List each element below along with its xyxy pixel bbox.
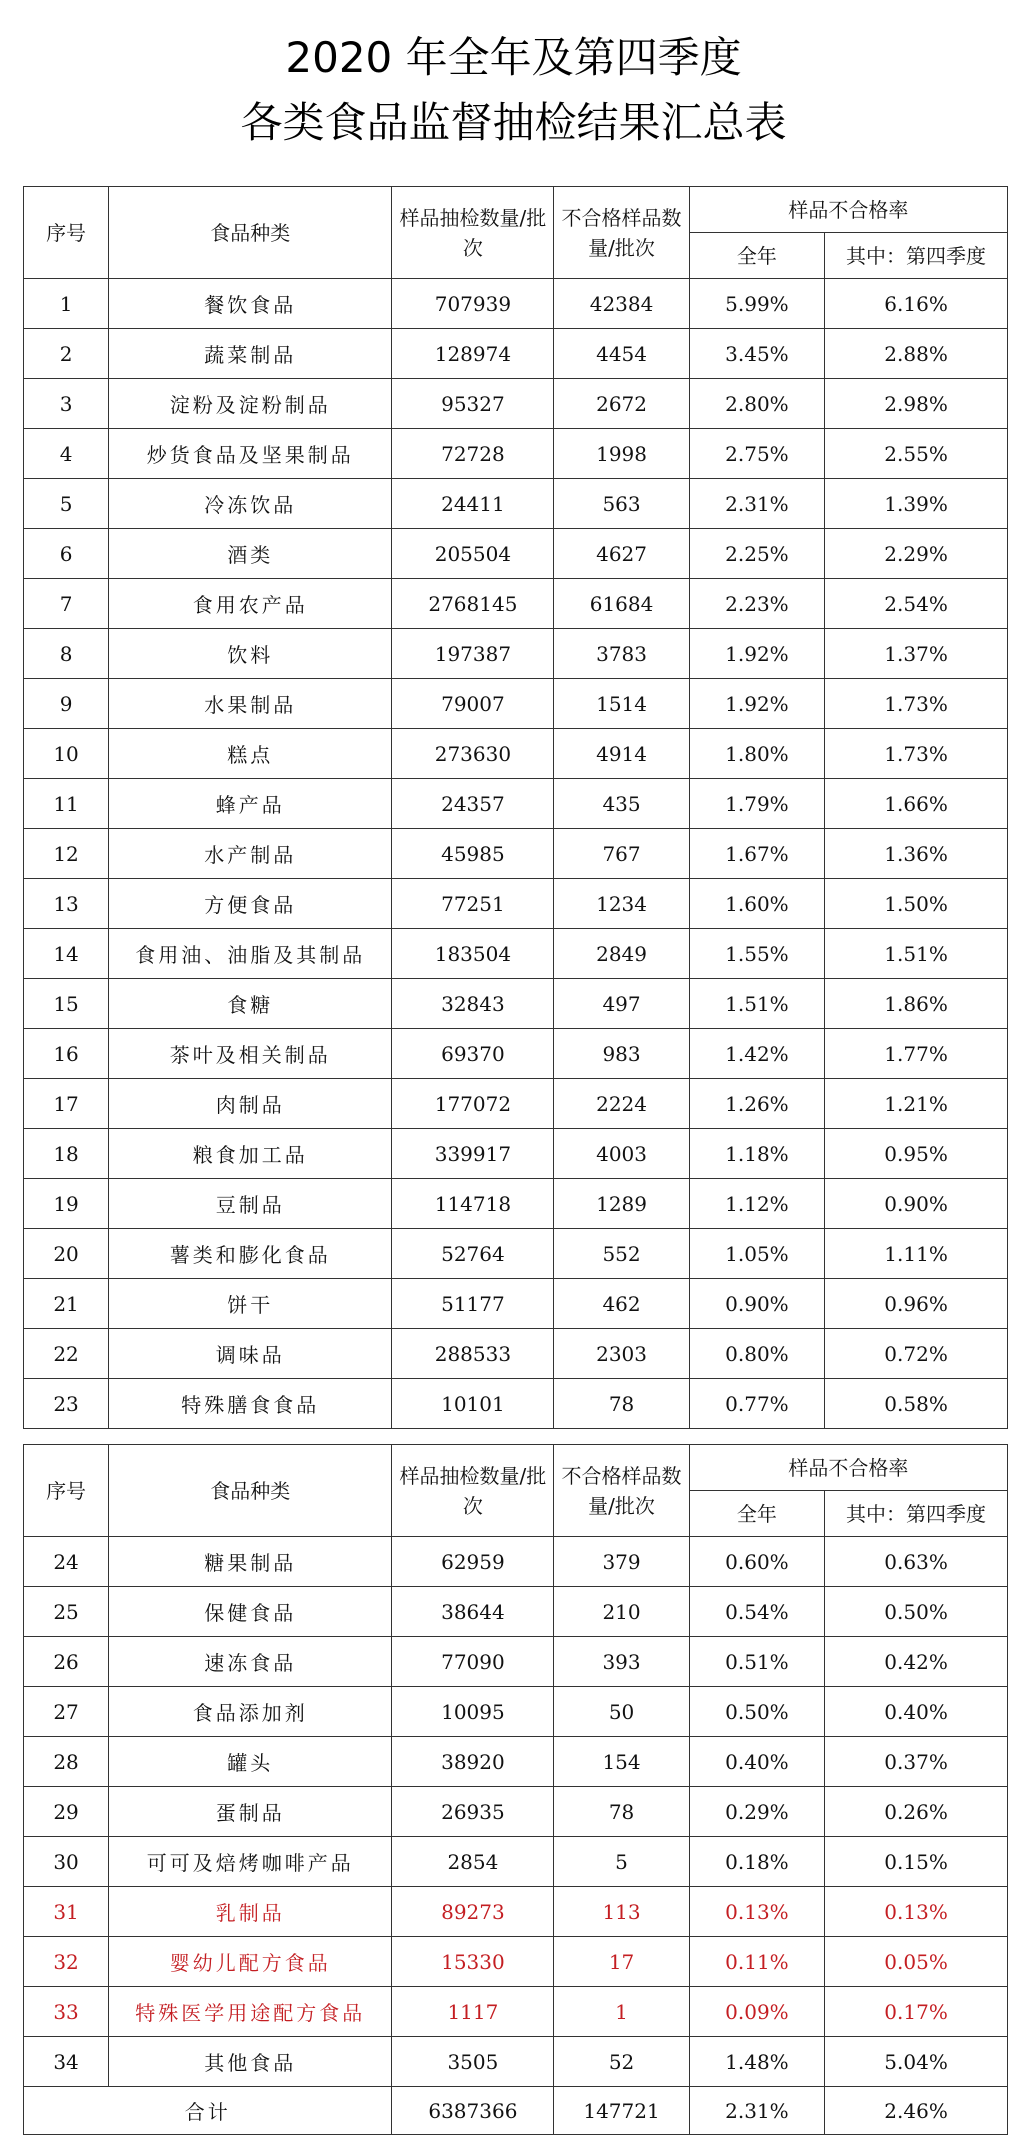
row-unqualified: 4003 — [554, 1129, 689, 1179]
row-rate-year: 1.26% — [689, 1079, 824, 1129]
row-rate-year: 0.51% — [689, 1637, 824, 1687]
row-unqualified: 50 — [554, 1687, 689, 1737]
row-unqualified: 1998 — [554, 429, 689, 479]
row-index: 9 — [24, 679, 109, 729]
header-unqualified: 不合格样品数量/批次 — [554, 187, 689, 279]
row-category: 保健食品 — [109, 1587, 392, 1637]
header-sampled: 样品抽检数量/批次 — [392, 1445, 554, 1537]
results-table-part-1 — [23, 186, 1008, 1429]
row-rate-year: 0.13% — [689, 1887, 824, 1937]
row-sampled: 10095 — [392, 1687, 554, 1737]
table-body-2 — [24, 1537, 1008, 2087]
table-row — [24, 1179, 1008, 1229]
table-row — [24, 679, 1008, 729]
row-unqualified: 78 — [554, 1787, 689, 1837]
row-rate-year: 1.12% — [689, 1179, 824, 1229]
table-row — [24, 929, 1008, 979]
row-index: 22 — [24, 1329, 109, 1379]
row-rate-q4: 2.54% — [825, 579, 1008, 629]
row-rate-year: 0.29% — [689, 1787, 824, 1837]
row-index: 33 — [24, 1987, 109, 2037]
row-index: 29 — [24, 1787, 109, 1837]
row-rate-q4: 2.88% — [825, 329, 1008, 379]
row-category: 餐饮食品 — [109, 279, 392, 329]
row-rate-q4: 1.11% — [825, 1229, 1008, 1279]
row-unqualified: 17 — [554, 1937, 689, 1987]
row-unqualified: 4454 — [554, 329, 689, 379]
row-unqualified: 4627 — [554, 529, 689, 579]
row-rate-q4: 0.63% — [825, 1537, 1008, 1587]
total-unqualified: 147721 — [554, 2087, 689, 2135]
row-sampled: 177072 — [392, 1079, 554, 1129]
row-rate-q4: 1.21% — [825, 1079, 1008, 1129]
row-rate-year: 1.60% — [689, 879, 824, 929]
row-unqualified: 1 — [554, 1987, 689, 2037]
row-rate-q4: 2.55% — [825, 429, 1008, 479]
row-category: 罐头 — [109, 1737, 392, 1787]
row-category: 炒货食品及坚果制品 — [109, 429, 392, 479]
row-unqualified: 61684 — [554, 579, 689, 629]
table-body-1 — [24, 279, 1008, 1429]
row-index: 12 — [24, 829, 109, 879]
row-rate-year: 1.92% — [689, 629, 824, 679]
total-rate-q4: 2.46% — [825, 2087, 1008, 2135]
row-index: 23 — [24, 1379, 109, 1429]
table-row — [24, 1079, 1008, 1129]
row-rate-year: 0.18% — [689, 1837, 824, 1887]
total-row — [24, 2087, 1008, 2135]
total-rate-year: 2.31% — [689, 2087, 824, 2135]
row-sampled: 51177 — [392, 1279, 554, 1329]
row-unqualified: 393 — [554, 1637, 689, 1687]
table-row — [24, 879, 1008, 929]
header-unqualified: 不合格样品数量/批次 — [554, 1445, 689, 1537]
row-category: 薯类和膨化食品 — [109, 1229, 392, 1279]
table-row — [24, 1937, 1008, 1987]
table-row — [24, 1687, 1008, 1737]
row-rate-year: 2.31% — [689, 479, 824, 529]
row-sampled: 273630 — [392, 729, 554, 779]
header-rate: 样品不合格率 — [689, 187, 1007, 233]
row-index: 5 — [24, 479, 109, 529]
table-row — [24, 1379, 1008, 1429]
table-row — [24, 729, 1008, 779]
row-index: 31 — [24, 1887, 109, 1937]
row-sampled: 62959 — [392, 1537, 554, 1587]
row-unqualified: 78 — [554, 1379, 689, 1429]
row-index: 14 — [24, 929, 109, 979]
row-sampled: 2768145 — [392, 579, 554, 629]
row-sampled: 45985 — [392, 829, 554, 879]
row-sampled: 95327 — [392, 379, 554, 429]
row-sampled: 24357 — [392, 779, 554, 829]
row-rate-q4: 0.95% — [825, 1129, 1008, 1179]
row-sampled: 2854 — [392, 1837, 554, 1887]
row-sampled: 77090 — [392, 1637, 554, 1687]
table-row — [24, 1887, 1008, 1937]
row-unqualified: 1234 — [554, 879, 689, 929]
row-category: 酒类 — [109, 529, 392, 579]
row-rate-year: 2.25% — [689, 529, 824, 579]
row-unqualified: 52 — [554, 2037, 689, 2087]
row-index: 11 — [24, 779, 109, 829]
table-row — [24, 1987, 1008, 2037]
row-rate-year: 0.50% — [689, 1687, 824, 1737]
row-category: 淀粉及淀粉制品 — [109, 379, 392, 429]
row-sampled: 114718 — [392, 1179, 554, 1229]
row-sampled: 89273 — [392, 1887, 554, 1937]
row-category: 其他食品 — [109, 2037, 392, 2087]
row-rate-q4: 0.42% — [825, 1637, 1008, 1687]
row-rate-q4: 1.66% — [825, 779, 1008, 829]
table-row — [24, 479, 1008, 529]
row-category: 食用油、油脂及其制品 — [109, 929, 392, 979]
row-sampled: 69370 — [392, 1029, 554, 1079]
row-category: 饼干 — [109, 1279, 392, 1329]
row-unqualified: 983 — [554, 1029, 689, 1079]
header-rate-q4: 其中：第四季度 — [825, 233, 1008, 279]
row-index: 30 — [24, 1837, 109, 1887]
row-rate-year: 1.51% — [689, 979, 824, 1029]
row-rate-q4: 0.05% — [825, 1937, 1008, 1987]
row-index: 17 — [24, 1079, 109, 1129]
row-category: 水果制品 — [109, 679, 392, 729]
row-rate-year: 0.60% — [689, 1537, 824, 1587]
row-unqualified: 1514 — [554, 679, 689, 729]
row-unqualified: 462 — [554, 1279, 689, 1329]
table-row — [24, 1637, 1008, 1687]
row-rate-year: 0.77% — [689, 1379, 824, 1429]
table-row — [24, 329, 1008, 379]
row-rate-q4: 1.36% — [825, 829, 1008, 879]
row-category: 茶叶及相关制品 — [109, 1029, 392, 1079]
row-index: 34 — [24, 2037, 109, 2087]
table-row — [24, 279, 1008, 329]
row-category: 粮食加工品 — [109, 1129, 392, 1179]
row-unqualified: 1289 — [554, 1179, 689, 1229]
row-rate-q4: 1.77% — [825, 1029, 1008, 1079]
row-category: 蜂产品 — [109, 779, 392, 829]
row-rate-year: 2.75% — [689, 429, 824, 479]
row-index: 3 — [24, 379, 109, 429]
row-rate-q4: 2.29% — [825, 529, 1008, 579]
row-rate-year: 1.67% — [689, 829, 824, 879]
row-sampled: 24411 — [392, 479, 554, 529]
row-rate-q4: 0.72% — [825, 1329, 1008, 1379]
header-category: 食品种类 — [109, 187, 392, 279]
table-row — [24, 829, 1008, 879]
row-category: 调味品 — [109, 1329, 392, 1379]
row-rate-q4: 1.73% — [825, 679, 1008, 729]
total-sampled: 6387366 — [392, 2087, 554, 2135]
header-rate-year: 全年 — [689, 233, 824, 279]
row-sampled: 72728 — [392, 429, 554, 479]
table-row — [24, 1587, 1008, 1637]
row-rate-year: 1.42% — [689, 1029, 824, 1079]
table-row — [24, 379, 1008, 429]
row-category: 食品添加剂 — [109, 1687, 392, 1737]
row-index: 19 — [24, 1179, 109, 1229]
row-sampled: 52764 — [392, 1229, 554, 1279]
row-sampled: 339917 — [392, 1129, 554, 1179]
table-row — [24, 1737, 1008, 1787]
row-rate-q4: 0.40% — [825, 1687, 1008, 1737]
row-category: 豆制品 — [109, 1179, 392, 1229]
table-row — [24, 629, 1008, 679]
row-rate-year: 2.80% — [689, 379, 824, 429]
row-category: 乳制品 — [109, 1887, 392, 1937]
row-rate-year: 0.54% — [689, 1587, 824, 1637]
row-index: 15 — [24, 979, 109, 1029]
row-index: 16 — [24, 1029, 109, 1079]
row-rate-q4: 1.73% — [825, 729, 1008, 779]
total-label: 合计 — [24, 2087, 392, 2135]
row-rate-year: 1.18% — [689, 1129, 824, 1179]
table-row — [24, 1229, 1008, 1279]
row-rate-year: 1.79% — [689, 779, 824, 829]
row-index: 24 — [24, 1537, 109, 1587]
row-rate-year: 1.92% — [689, 679, 824, 729]
row-rate-year: 1.48% — [689, 2037, 824, 2087]
row-sampled: 77251 — [392, 879, 554, 929]
row-index: 18 — [24, 1129, 109, 1179]
header-rate-year: 全年 — [689, 1491, 824, 1537]
table-row — [24, 1837, 1008, 1887]
row-sampled: 79007 — [392, 679, 554, 729]
row-index: 13 — [24, 879, 109, 929]
row-category: 蔬菜制品 — [109, 329, 392, 379]
row-rate-year: 1.55% — [689, 929, 824, 979]
row-index: 32 — [24, 1937, 109, 1987]
row-rate-q4: 0.17% — [825, 1987, 1008, 2037]
row-sampled: 205504 — [392, 529, 554, 579]
row-rate-q4: 0.50% — [825, 1587, 1008, 1637]
row-index: 25 — [24, 1587, 109, 1637]
row-sampled: 707939 — [392, 279, 554, 329]
row-rate-q4: 0.15% — [825, 1837, 1008, 1887]
header-sampled: 样品抽检数量/批次 — [392, 187, 554, 279]
row-rate-year: 0.11% — [689, 1937, 824, 1987]
row-index: 4 — [24, 429, 109, 479]
row-sampled: 38644 — [392, 1587, 554, 1637]
row-sampled: 15330 — [392, 1937, 554, 1987]
row-category: 方便食品 — [109, 879, 392, 929]
row-index: 2 — [24, 329, 109, 379]
row-rate-q4: 5.04% — [825, 2037, 1008, 2087]
row-rate-year: 1.05% — [689, 1229, 824, 1279]
row-index: 7 — [24, 579, 109, 629]
row-unqualified: 113 — [554, 1887, 689, 1937]
row-index: 1 — [24, 279, 109, 329]
row-rate-q4: 1.86% — [825, 979, 1008, 1029]
row-unqualified: 2303 — [554, 1329, 689, 1379]
row-rate-year: 0.90% — [689, 1279, 824, 1329]
row-unqualified: 379 — [554, 1537, 689, 1587]
row-sampled: 128974 — [392, 329, 554, 379]
table-row — [24, 979, 1008, 1029]
row-rate-q4: 1.51% — [825, 929, 1008, 979]
row-rate-year: 3.45% — [689, 329, 824, 379]
row-category: 速冻食品 — [109, 1637, 392, 1687]
table-row — [24, 779, 1008, 829]
page-title-line-2: 各类食品监督抽检结果汇总表 — [240, 98, 787, 147]
header-rate: 样品不合格率 — [689, 1445, 1007, 1491]
row-rate-year: 0.40% — [689, 1737, 824, 1787]
row-unqualified: 2224 — [554, 1079, 689, 1129]
header-index: 序号 — [24, 1445, 109, 1537]
row-category: 食糖 — [109, 979, 392, 1029]
row-sampled: 288533 — [392, 1329, 554, 1379]
row-index: 8 — [24, 629, 109, 679]
row-index: 21 — [24, 1279, 109, 1329]
row-sampled: 183504 — [392, 929, 554, 979]
row-category: 特殊医学用途配方食品 — [109, 1987, 392, 2037]
row-category: 水产制品 — [109, 829, 392, 879]
row-rate-year: 0.09% — [689, 1987, 824, 2037]
row-index: 10 — [24, 729, 109, 779]
row-category: 特殊膳食食品 — [109, 1379, 392, 1429]
table-row — [24, 1129, 1008, 1179]
table-row — [24, 529, 1008, 579]
row-index: 20 — [24, 1229, 109, 1279]
row-unqualified: 210 — [554, 1587, 689, 1637]
row-category: 食用农产品 — [109, 579, 392, 629]
row-index: 26 — [24, 1637, 109, 1687]
row-category: 蛋制品 — [109, 1787, 392, 1837]
table-row — [24, 1279, 1008, 1329]
row-sampled: 197387 — [392, 629, 554, 679]
row-index: 27 — [24, 1687, 109, 1737]
row-category: 糕点 — [109, 729, 392, 779]
table-row — [24, 579, 1008, 629]
row-rate-q4: 2.98% — [825, 379, 1008, 429]
table-row — [24, 1787, 1008, 1837]
table-row — [24, 1537, 1008, 1587]
row-unqualified: 563 — [554, 479, 689, 529]
row-rate-q4: 1.50% — [825, 879, 1008, 929]
row-unqualified: 2849 — [554, 929, 689, 979]
row-unqualified: 497 — [554, 979, 689, 1029]
results-table-part-2 — [23, 1444, 1008, 2135]
row-category: 可可及焙烤咖啡产品 — [109, 1837, 392, 1887]
row-rate-year: 5.99% — [689, 279, 824, 329]
row-rate-q4: 1.37% — [825, 629, 1008, 679]
row-category: 冷冻饮品 — [109, 479, 392, 529]
row-sampled: 3505 — [392, 2037, 554, 2087]
table-row — [24, 1329, 1008, 1379]
row-category: 肉制品 — [109, 1079, 392, 1129]
row-sampled: 32843 — [392, 979, 554, 1029]
row-unqualified: 4914 — [554, 729, 689, 779]
row-category: 糖果制品 — [109, 1537, 392, 1587]
row-rate-year: 0.80% — [689, 1329, 824, 1379]
row-unqualified: 552 — [554, 1229, 689, 1279]
row-sampled: 1117 — [392, 1987, 554, 2037]
row-rate-q4: 0.26% — [825, 1787, 1008, 1837]
row-rate-q4: 0.96% — [825, 1279, 1008, 1329]
row-index: 6 — [24, 529, 109, 579]
row-category: 婴幼儿配方食品 — [109, 1937, 392, 1987]
row-rate-q4: 0.58% — [825, 1379, 1008, 1429]
row-category: 饮料 — [109, 629, 392, 679]
header-index: 序号 — [24, 187, 109, 279]
row-sampled: 38920 — [392, 1737, 554, 1787]
table-row — [24, 1029, 1008, 1079]
row-unqualified: 3783 — [554, 629, 689, 679]
table-row — [24, 429, 1008, 479]
header-category: 食品种类 — [109, 1445, 392, 1537]
row-sampled: 10101 — [392, 1379, 554, 1429]
row-unqualified: 5 — [554, 1837, 689, 1887]
row-unqualified: 154 — [554, 1737, 689, 1787]
row-rate-year: 1.80% — [689, 729, 824, 779]
row-unqualified: 2672 — [554, 379, 689, 429]
row-sampled: 26935 — [392, 1787, 554, 1837]
row-rate-q4: 0.37% — [825, 1737, 1008, 1787]
row-unqualified: 767 — [554, 829, 689, 879]
row-rate-q4: 1.39% — [825, 479, 1008, 529]
row-rate-year: 2.23% — [689, 579, 824, 629]
row-unqualified: 435 — [554, 779, 689, 829]
row-unqualified: 42384 — [554, 279, 689, 329]
row-index: 28 — [24, 1737, 109, 1787]
row-rate-q4: 0.90% — [825, 1179, 1008, 1229]
row-rate-q4: 0.13% — [825, 1887, 1008, 1937]
row-rate-q4: 6.16% — [825, 279, 1008, 329]
table-row — [24, 2037, 1008, 2087]
page-title-line-1: 2020 年全年及第四季度 — [285, 33, 742, 82]
header-rate-q4: 其中：第四季度 — [825, 1491, 1008, 1537]
